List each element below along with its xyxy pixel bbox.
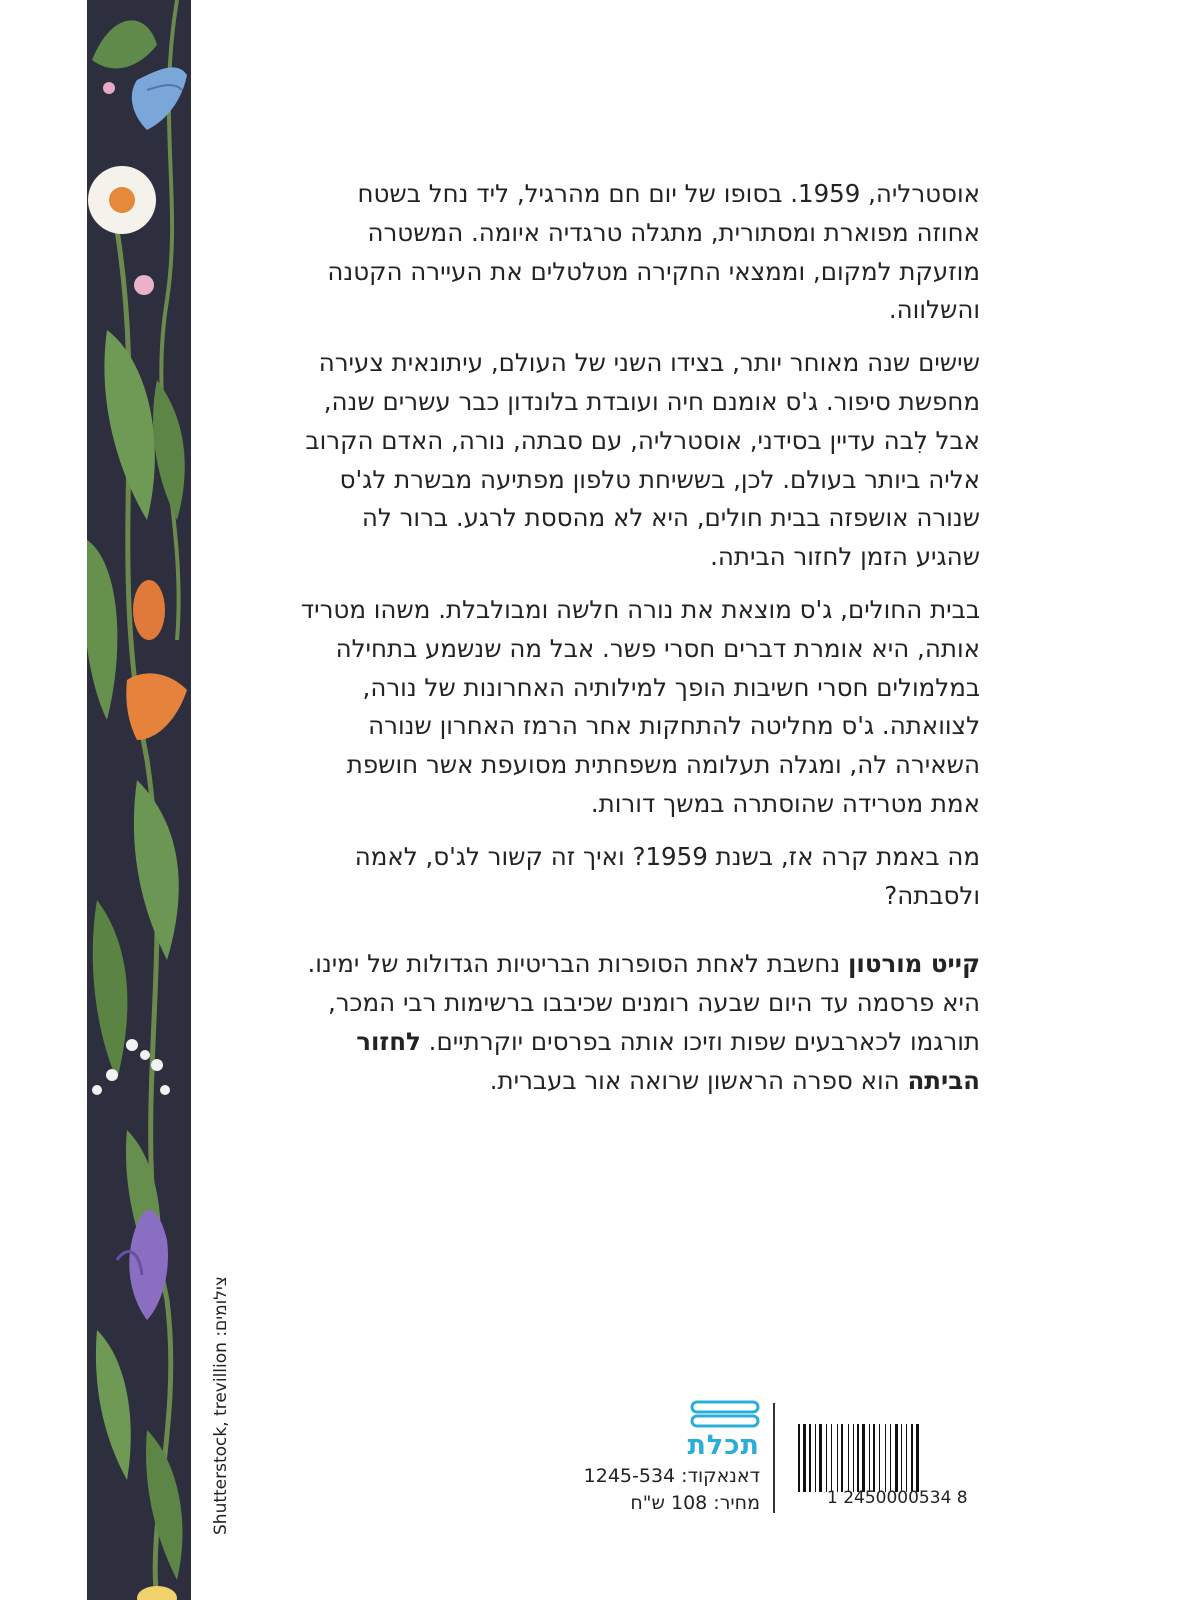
barcode-bar [911, 1424, 913, 1492]
barcode-bar [819, 1424, 822, 1492]
barcode-bar [853, 1424, 854, 1492]
barcode-bar [916, 1424, 919, 1492]
blurb-paragraph-2: שישים שנה מאוחר יותר, בצידו השני של העולם, עיתונאית צעירה מחפשת סיפור. ג'ס אומנם חיה ועובדת בלונדון כבר עשרים שנה, אבל לִבה עדיין בסידני, אוסטרליה, עם סבתה, נורה, האדם הקרוב אליה ביותר בעולם. לכן, בששיחת טלפון מפתיעה מבשרת לג'ס שנורה אושפזה בבית חולים, היא לא מהססת לרגע. ברור לה שהגיע הזמן לחזור הביתה. [305, 348, 980, 572]
barcode-bar [848, 1424, 849, 1492]
floral-illustration [87, 0, 191, 1600]
danacode: דאנאקוד: 1245-534 [583, 1465, 760, 1487]
author-name: קייט מורטון [848, 949, 980, 979]
barcode-bar [826, 1424, 827, 1492]
barcode-bar [815, 1424, 816, 1492]
barcode-number: 1 2450000534 8 [827, 1488, 968, 1508]
photo-credit-text: Shutterstock, trevillion :צילומים [211, 1276, 231, 1535]
barcode-bar [906, 1424, 907, 1492]
barcode-bar [862, 1424, 865, 1492]
author-bio-text-2: הוא ספרה הראשון שרואה אור בעברית. [489, 1065, 908, 1095]
barcode-bar [837, 1424, 838, 1492]
author-bio-text-1: נחשבת לאחת הסופרות הבריטיות הגדולות של ימינו. היא פרסמה עד היום שבעה רומנים שכיבבו ברשימות רבי המכר, תורגמו לכארבעים שפות וזיכו אותה בפרסים יוקרתיים. [307, 949, 980, 1056]
blurb-paragraph-3: בבית החולים, ג'ס מוצאת את נורה חלשה ומבולבלת. משהו מטריד אותה, היא אומרת דברים חסרי פשר. אבל מה שנשמע בתחילה במלמולים חסרי חשיבות הופך למילותיה האחרונות של נורה, לצוואתה. ג'ס מחליטה להתחקות אחר הרמז האחרון שנורה השאירה לה, ומגלה תעלומה משפחתית מסועפת אשר חושפת אמת מטרידה שהוסתרה במשך דורות. [300, 594, 980, 818]
barcode-bar [831, 1424, 832, 1492]
barcode-bar [895, 1424, 898, 1492]
price: מחיר: 108 ש"ח [630, 1492, 760, 1514]
back-cover-blurb [300, 175, 980, 1115]
barcode-bar [803, 1424, 806, 1492]
barcode-bar [857, 1424, 859, 1492]
barcode-bar [798, 1424, 800, 1492]
barcode-bar [890, 1424, 891, 1492]
photo-credit [200, 1225, 244, 1535]
blurb-paragraph-1: אוסטרליה, 1959. בסופו של יום חם מהרגיל, ליד נחל בשטח אחוזה מפוארת ומסתורית, מתגלה טרגדיה איומה. המשטרה מוזעקת למקום, וממצאי החקירה מטלטלים את העיירה הקטנה והשלווה. [327, 179, 980, 325]
blurb-paragraph-4: מה באמת קרה אז, בשנת 1959? ואיך זה קשור לג'ס, לאמה ולסבתה? [354, 841, 980, 910]
barcode-bar [901, 1424, 902, 1492]
barcode-bar [873, 1424, 875, 1492]
divider [773, 1403, 775, 1513]
book-title: לחזור הביתה [356, 1026, 980, 1095]
publisher-info [570, 1400, 770, 1520]
floral-strip [87, 0, 191, 1600]
barcode-bar [885, 1424, 886, 1492]
barcode-bar [869, 1424, 870, 1492]
barcode-bar [879, 1424, 880, 1492]
author-bio [300, 945, 980, 1100]
barcode-bar [841, 1424, 843, 1492]
barcode-bar [809, 1424, 811, 1492]
publisher-logo-text: תכלת [687, 1430, 760, 1461]
